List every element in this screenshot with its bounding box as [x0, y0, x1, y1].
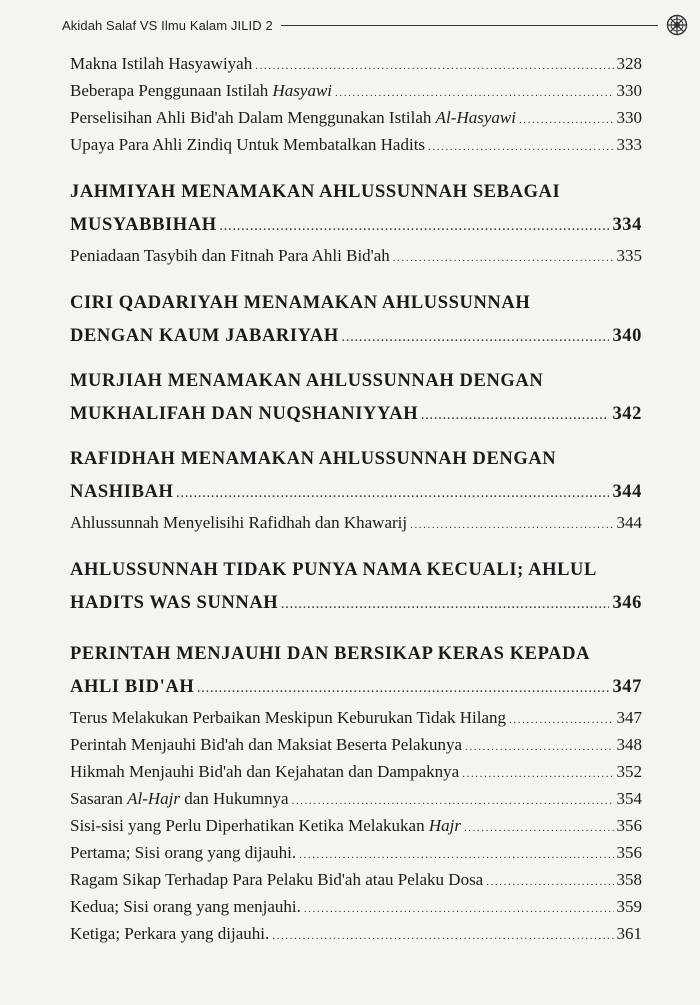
dot-leader	[255, 53, 613, 77]
dot-leader	[410, 512, 613, 536]
entry-title: Makna Istilah Hasyawiyah	[70, 54, 253, 73]
dot-leader	[197, 673, 609, 704]
toc-entry[interactable]	[70, 704, 642, 731]
toc-entry[interactable]	[70, 866, 642, 893]
page-number: 347	[616, 708, 642, 727]
entry-title: Perintah Menjauhi Bid'ah dan Maksiat Beserta Pelakunya	[70, 735, 463, 754]
page-number: 361	[616, 924, 642, 943]
page-number: 335	[616, 246, 642, 265]
running-header	[62, 14, 688, 36]
page-number: 347	[612, 677, 642, 697]
dot-leader	[304, 896, 614, 920]
chapter-entry[interactable]	[70, 671, 642, 704]
page-number: 342	[612, 404, 642, 424]
chapter-heading-line[interactable]: PERINTAH MENJAUHI DAN BERSIKAP KERAS KEPADA	[70, 644, 591, 664]
chapter-title: MUKHALIFAH DAN NUQSHANIYYAH	[70, 404, 419, 424]
entry-title: Hikmah Menjauhi Bid'ah dan Kejahatan dan Dampaknya	[70, 762, 460, 781]
chapter-entry[interactable]	[70, 398, 642, 431]
dot-leader	[486, 869, 613, 893]
page-number: 348	[616, 735, 642, 754]
chapter-heading-line[interactable]: CIRI QADARIYAH MENAMAKAN AHLUSSUNNAH	[70, 293, 531, 313]
dot-leader	[281, 589, 609, 620]
dot-leader	[393, 245, 614, 269]
page-number: 344	[616, 513, 642, 532]
entry-title: Ragam Sikap Terhadap Para Pelaku Bid'ah atau Pelaku Dosa	[70, 870, 484, 889]
dot-leader	[177, 478, 610, 509]
chapter-entry[interactable]	[70, 587, 642, 620]
page-number: 359	[616, 897, 642, 916]
dot-leader	[421, 400, 609, 431]
entry-title: Ahlussunnah Menyelisihi Rafidhah dan Khawarij	[70, 513, 408, 532]
chapter-entry[interactable]	[70, 320, 642, 353]
toc-entry[interactable]	[70, 758, 642, 785]
page-number: 344	[612, 482, 642, 502]
chapter-title: NASHIBAH	[70, 482, 174, 502]
dot-leader	[464, 815, 614, 839]
dot-leader	[465, 734, 613, 758]
toc-entry[interactable]	[70, 839, 642, 866]
dot-leader	[299, 842, 613, 866]
dot-leader	[292, 788, 614, 812]
page-number: 328	[616, 54, 642, 73]
page-number: 330	[616, 81, 642, 100]
chapter-heading-line[interactable]: AHLUSSUNNAH TIDAK PUNYA NAMA KECUALI; AHLUL	[70, 560, 597, 580]
entry-title: Kedua; Sisi orang yang menjauhi.	[70, 897, 301, 916]
toc-entry[interactable]	[70, 509, 642, 536]
toc-entry[interactable]	[70, 920, 642, 947]
entry-title: Ketiga; Perkara yang dijauhi.	[70, 924, 270, 943]
page-number: 330	[616, 108, 642, 127]
toc-entry[interactable]	[70, 50, 642, 77]
chapter-title: AHLI BID'AH	[70, 677, 195, 697]
table-of-contents	[70, 50, 642, 947]
entry-title: Beberapa Penggunaan Istilah Hasyawi	[70, 81, 333, 100]
toc-entry[interactable]	[70, 104, 642, 131]
chapter-heading-line[interactable]: MURJIAH MENAMAKAN AHLUSSUNNAH DENGAN	[70, 371, 544, 391]
dot-leader	[428, 134, 613, 158]
chapter-entry[interactable]	[70, 476, 642, 509]
toc-entry[interactable]	[70, 242, 642, 269]
chapter-entry[interactable]	[70, 209, 642, 242]
page-number: 356	[616, 816, 642, 835]
toc-entry[interactable]	[70, 785, 642, 812]
dot-leader	[462, 761, 613, 785]
dot-leader	[272, 923, 613, 947]
entry-title: Terus Melakukan Perbaikan Meskipun Keburukan Tidak Hilang	[70, 708, 507, 727]
page-number: 356	[616, 843, 642, 862]
entry-title: Sasaran Al-Hajr dan Hukumnya	[70, 789, 289, 808]
page-number: 333	[616, 135, 642, 154]
toc-entry[interactable]	[70, 131, 642, 158]
header-title: Akidah Salaf VS Ilmu Kalam JILID 2	[62, 17, 273, 33]
page-number: 340	[612, 326, 642, 346]
toc-entry[interactable]	[70, 812, 642, 839]
chapter-title: DENGAN KAUM JABARIYAH	[70, 326, 339, 346]
page-number: 358	[616, 870, 642, 889]
page-number: 352	[616, 762, 642, 781]
page-number: 334	[612, 215, 642, 235]
entry-title: Upaya Para Ahli Zindiq Untuk Membatalkan Hadits	[70, 135, 426, 154]
toc-entry[interactable]	[70, 77, 642, 104]
entry-title: Perselisihan Ahli Bid'ah Dalam Menggunakan Istilah Al-Hasyawi	[70, 108, 516, 127]
page-number: 354	[616, 789, 642, 808]
dot-leader	[335, 80, 613, 104]
page-number: 346	[612, 593, 642, 613]
chapter-title: HADITS WAS SUNNAH	[70, 593, 279, 613]
chapter-title: MUSYABBIHAH	[70, 215, 217, 235]
entry-title: Sisi-sisi yang Perlu Diperhatikan Ketika Melakukan Hajr	[70, 816, 461, 835]
toc-entry[interactable]	[70, 731, 642, 758]
toc-entry[interactable]	[70, 893, 642, 920]
dot-leader	[342, 322, 610, 353]
dot-leader	[509, 707, 613, 731]
header-rule	[281, 25, 658, 26]
dot-leader	[220, 211, 610, 242]
entry-title: Peniadaan Tasybih dan Fitnah Para Ahli Bid'ah	[70, 246, 390, 265]
dot-leader	[519, 107, 614, 131]
floral-ornament-icon	[666, 14, 688, 36]
chapter-heading-line[interactable]: RAFIDHAH MENAMAKAN AHLUSSUNNAH DENGAN	[70, 449, 557, 469]
entry-title: Pertama; Sisi orang yang dijauhi.	[70, 843, 297, 862]
chapter-heading-line[interactable]: JAHMIYAH MENAMAKAN AHLUSSUNNAH SEBAGAI	[70, 182, 561, 202]
